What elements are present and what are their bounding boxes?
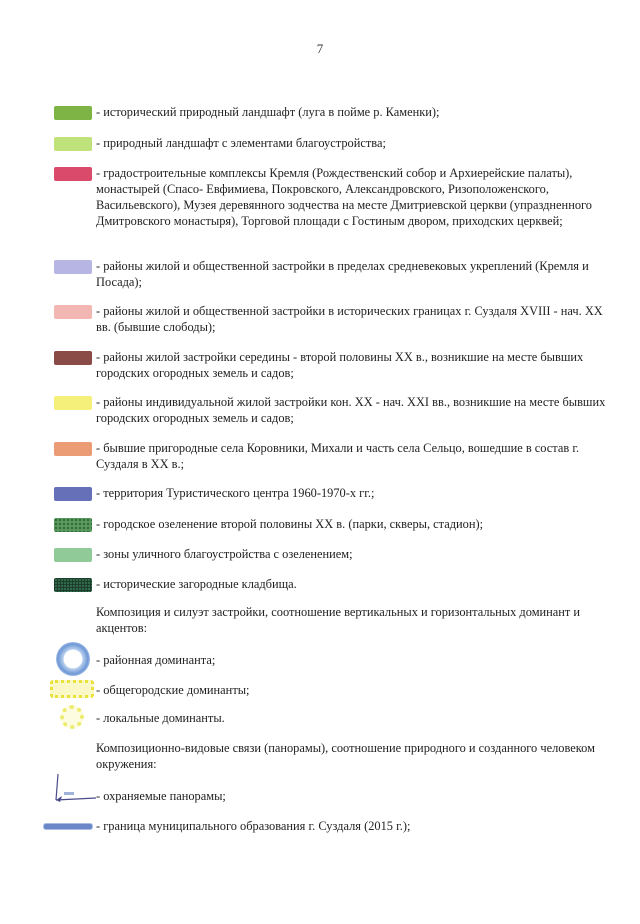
legend-item-label: - бывшие пригородные села Коровники, Михали и часть села Сельцо, вошедшие в состав г. Суздаля в ХХ в.; (96, 441, 580, 471)
district-dominant-icon (56, 642, 90, 676)
legend-item-label: - территория Туристического центра 1960-1970-х гг.; (96, 486, 375, 500)
panorama-icon (50, 772, 98, 806)
legend-item-label: - районная доминанта; (96, 653, 216, 667)
legend-item-label: - общегородские доминанты; (96, 683, 250, 697)
border-line-icon (44, 824, 92, 829)
legend-item-label: - районы жилой и общественной застройки в исторических границах г. Суздаля XVIII - нач. ХХ вв. (бывшие слободы); (96, 304, 603, 334)
legend-item-label: - локальные доминанты. (96, 711, 225, 725)
legend-swatch (54, 106, 92, 120)
composition-heading: Композиция и силуэт застройки, соотношение вертикальных и горизонтальных доминант и акцентов: (96, 605, 581, 635)
legend-swatch (54, 487, 92, 501)
legend-item-label: - зоны уличного благоустройства с озеленением; (96, 547, 353, 561)
legend-swatch (54, 351, 92, 365)
legend-swatch (54, 396, 92, 410)
legend-item-label: - градостроительные комплексы Кремля (Рождественский собор и Архиерейские палаты), монастырей (Спасо- Евфимиева, Покровского, Александровского, Ризоположенского, Васильевского), Музея деревянного зодчества на месте Дмитриевской церкви (упраздненного Дмитровского монастыря), Торговой площади с Гостиным двором, приходских церквей; (96, 166, 592, 228)
legend-swatch (54, 518, 92, 532)
local-dominant-icon (60, 705, 84, 729)
legend-item-label: - граница муниципального образования г. Суздаля (2015 г.); (96, 819, 411, 833)
legend-item-label: - городское озеленение второй половины ХХ в. (парки, скверы, стадион); (96, 517, 484, 531)
legend-item-label: - районы жилой и общественной застройки в пределах средневековых укреплений (Кремля и Посада); (96, 259, 589, 289)
city-dominant-icon (50, 680, 94, 698)
legend-swatch (54, 548, 92, 562)
legend-item-label: - природный ландшафт с элементами благоустройства; (96, 136, 386, 150)
legend-item-label: - исторические загородные кладбища. (96, 577, 297, 591)
legend-item-label: - районы индивидуальной жилой застройки кон. ХХ - нач. XXI вв., возникшие на месте бывших городских огородных земель и садов; (96, 395, 606, 425)
legend-swatch (54, 167, 92, 181)
legend-swatch (54, 442, 92, 456)
views-heading: Композиционно-видовые связи (панорамы), соотношение природного и созданного человеком окружения: (96, 741, 595, 771)
legend-swatch (54, 260, 92, 274)
legend-item-label: - охраняемые панорамы; (96, 789, 226, 803)
page-number: 7 (316, 41, 324, 56)
legend-swatch (54, 137, 92, 151)
legend-item-label: - исторический природный ландшафт (луга в пойме р. Каменки); (96, 105, 440, 119)
legend-swatch (54, 305, 92, 319)
legend-item-label: - районы жилой застройки середины - второй половины ХХ в., возникшие на месте бывших городских огородных земель и садов; (96, 350, 584, 380)
legend-swatch (54, 578, 92, 592)
